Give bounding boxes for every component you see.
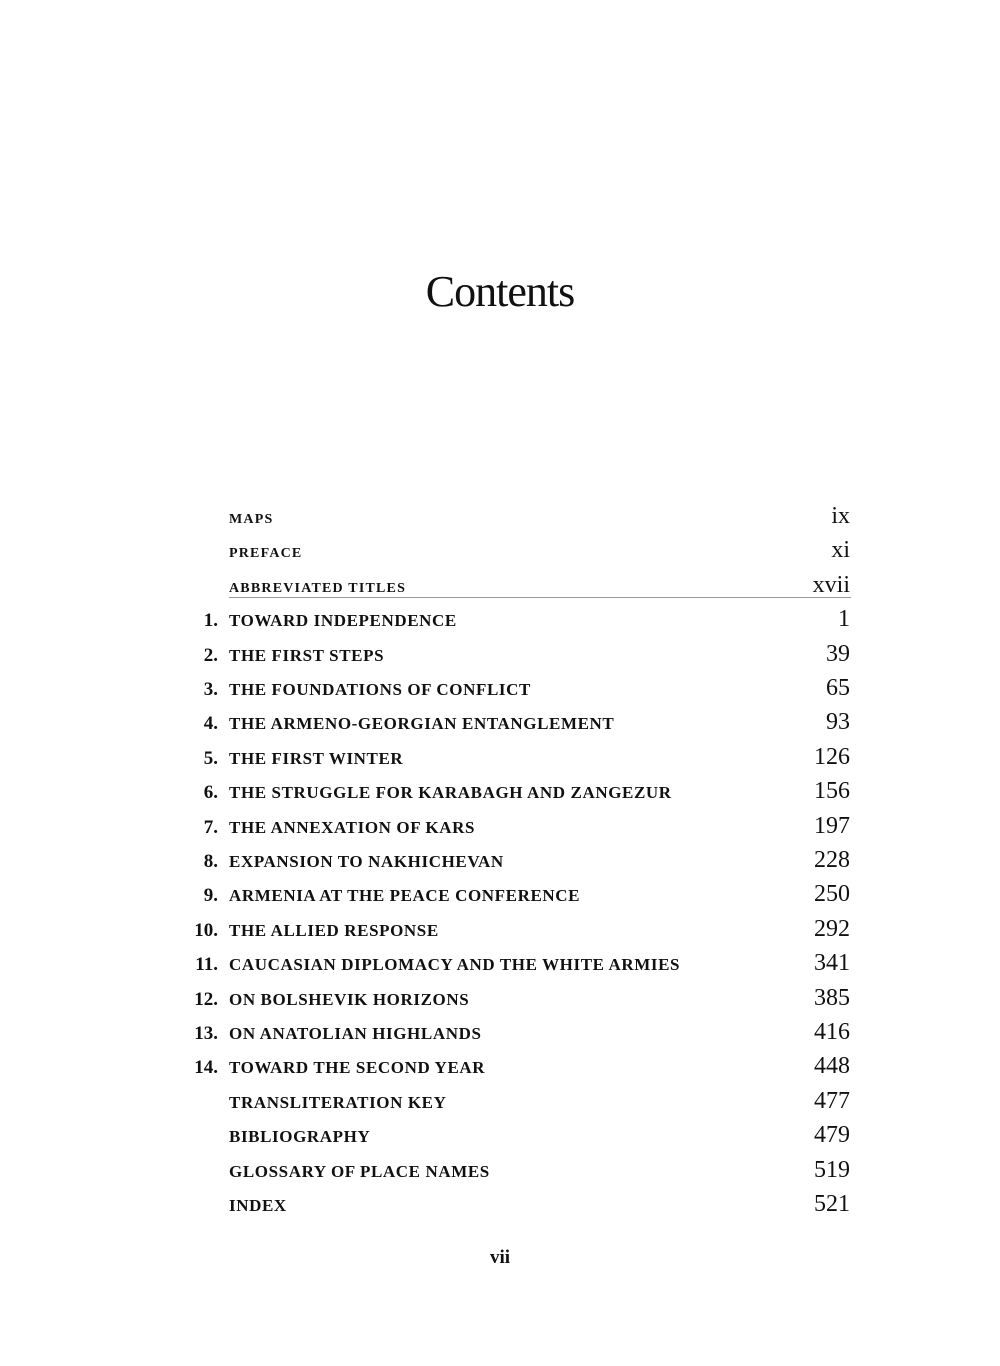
toc-entry-label: ABBREVIATED TITLES — [229, 580, 407, 596]
toc-entry-label: INDEX — [229, 1196, 287, 1215]
toc-entry-label: TOWARD INDEPENDENCE — [229, 611, 457, 631]
toc-entry-label: ON BOLSHEVIK HORIZONS — [229, 989, 470, 1009]
toc-entry-label: THE STRUGGLE FOR KARABAGH AND ZANGEZUR — [229, 783, 672, 803]
toc-entry-page: ix — [831, 503, 850, 529]
toc-entry-number: 1. — [203, 610, 218, 632]
toc-entry-page: 385 — [814, 984, 850, 1011]
toc-entry-page: 156 — [814, 778, 850, 805]
toc-entry-preface[interactable] — [0, 537, 1000, 571]
toc-entry-chapter-1[interactable] — [0, 606, 1000, 640]
toc-entry-chapter-3[interactable] — [0, 675, 1000, 709]
toc-entry-page: 292 — [814, 915, 850, 942]
toc-entry-chapter-14[interactable] — [0, 1053, 1000, 1087]
toc-entry-label: EXPANSION TO NAKHICHEVAN — [229, 852, 504, 871]
toc-entry-chapter-10[interactable] — [0, 916, 1000, 950]
page-title: Contents — [425, 267, 575, 316]
toc-entry-chapter-9[interactable] — [0, 881, 1000, 915]
toc-entry-page: 126 — [814, 743, 850, 770]
toc-entry-number: 4. — [203, 713, 218, 735]
toc-entry-number: 12. — [194, 988, 218, 1010]
toc-entry-label: ON ANATOLIAN HIGHLANDS — [229, 1024, 482, 1043]
toc-entry-page: xvii — [812, 571, 850, 598]
toc-entry-chapter-5[interactable] — [0, 744, 1000, 778]
toc-entry-chapter-12[interactable] — [0, 985, 1000, 1019]
toc-entry-label: THE FIRST STEPS — [229, 645, 385, 665]
toc-entry-page: 228 — [814, 847, 850, 873]
toc-entry-number: 10. — [194, 919, 218, 941]
toc-entry-label: BIBLIOGRAPHY — [229, 1127, 371, 1147]
toc-entry-page: 521 — [814, 1191, 850, 1217]
toc-entry-page: 250 — [814, 881, 850, 908]
toc-entry-glossary[interactable] — [0, 1157, 1000, 1191]
toc-entry-label: PREFACE — [229, 546, 303, 562]
toc-entry-page: 1 — [838, 606, 850, 633]
toc-entry-label: THE FIRST WINTER — [229, 748, 404, 768]
toc-entry-page: 477 — [814, 1087, 850, 1114]
toc-entry-number: 6. — [203, 782, 218, 804]
toc-entry-number: 13. — [194, 1023, 218, 1044]
toc-entry-maps[interactable] — [0, 503, 1000, 537]
toc-entry-chapter-6[interactable] — [0, 778, 1000, 812]
toc-entry-label: THE FOUNDATIONS OF CONFLICT — [229, 680, 531, 699]
toc-entry-number: 11. — [195, 954, 218, 976]
toc-entry-bibliography[interactable] — [0, 1122, 1000, 1156]
toc-entry-number: 2. — [203, 644, 218, 666]
toc-entry-label: THE ALLIED RESPONSE — [229, 920, 439, 940]
toc-entry-page: 39 — [826, 640, 850, 667]
toc-entry-label: THE ANNEXATION OF KARS — [229, 817, 476, 837]
toc-entry-page: 519 — [814, 1156, 850, 1183]
toc-entry-abbreviated-titles[interactable] — [0, 572, 1000, 606]
toc-entry-number: 14. — [194, 1057, 218, 1079]
toc-entry-label: ARMENIA AT THE PEACE CONFERENCE — [229, 886, 581, 906]
toc-entry-number: 5. — [203, 747, 218, 769]
toc-entry-page: 93 — [826, 709, 850, 736]
toc-entry-label: MAPS — [229, 512, 274, 527]
toc-entry-chapter-13[interactable] — [0, 1019, 1000, 1053]
toc-entry-label: THE ARMENO-GEORGIAN ENTANGLEMENT — [229, 714, 615, 734]
toc-entry-chapter-4[interactable] — [0, 709, 1000, 743]
toc-entry-page: 197 — [814, 812, 850, 839]
toc-entry-chapter-2[interactable] — [0, 641, 1000, 675]
toc-entry-label: GLOSSARY OF PLACE NAMES — [229, 1161, 490, 1181]
toc-entry-transliteration-key[interactable] — [0, 1088, 1000, 1122]
toc-entry-label: TRANSLITERATION KEY — [229, 1092, 447, 1112]
toc-entry-page: 65 — [826, 675, 850, 701]
toc-entry-number: 8. — [203, 851, 218, 872]
toc-entry-chapter-8[interactable] — [0, 847, 1000, 881]
toc-entry-number: 7. — [203, 816, 218, 838]
toc-entry-page: 479 — [814, 1122, 850, 1149]
toc-entry-index[interactable] — [0, 1191, 1000, 1225]
toc-entry-number: 3. — [203, 679, 218, 700]
toc-entry-chapter-7[interactable] — [0, 813, 1000, 847]
toc-entry-label: CAUCASIAN DIPLOMACY AND THE WHITE ARMIES — [229, 955, 681, 975]
toc-entry-page: 416 — [814, 1019, 850, 1045]
toc-entry-number: 9. — [203, 885, 218, 907]
toc-entry-label: TOWARD THE SECOND YEAR — [229, 1058, 486, 1078]
toc-entry-chapter-11[interactable] — [0, 950, 1000, 984]
toc-entry-page: 341 — [814, 950, 850, 977]
page-number: vii — [489, 1247, 511, 1268]
toc-entry-page: xi — [831, 537, 850, 564]
toc-entry-page: 448 — [814, 1053, 850, 1080]
